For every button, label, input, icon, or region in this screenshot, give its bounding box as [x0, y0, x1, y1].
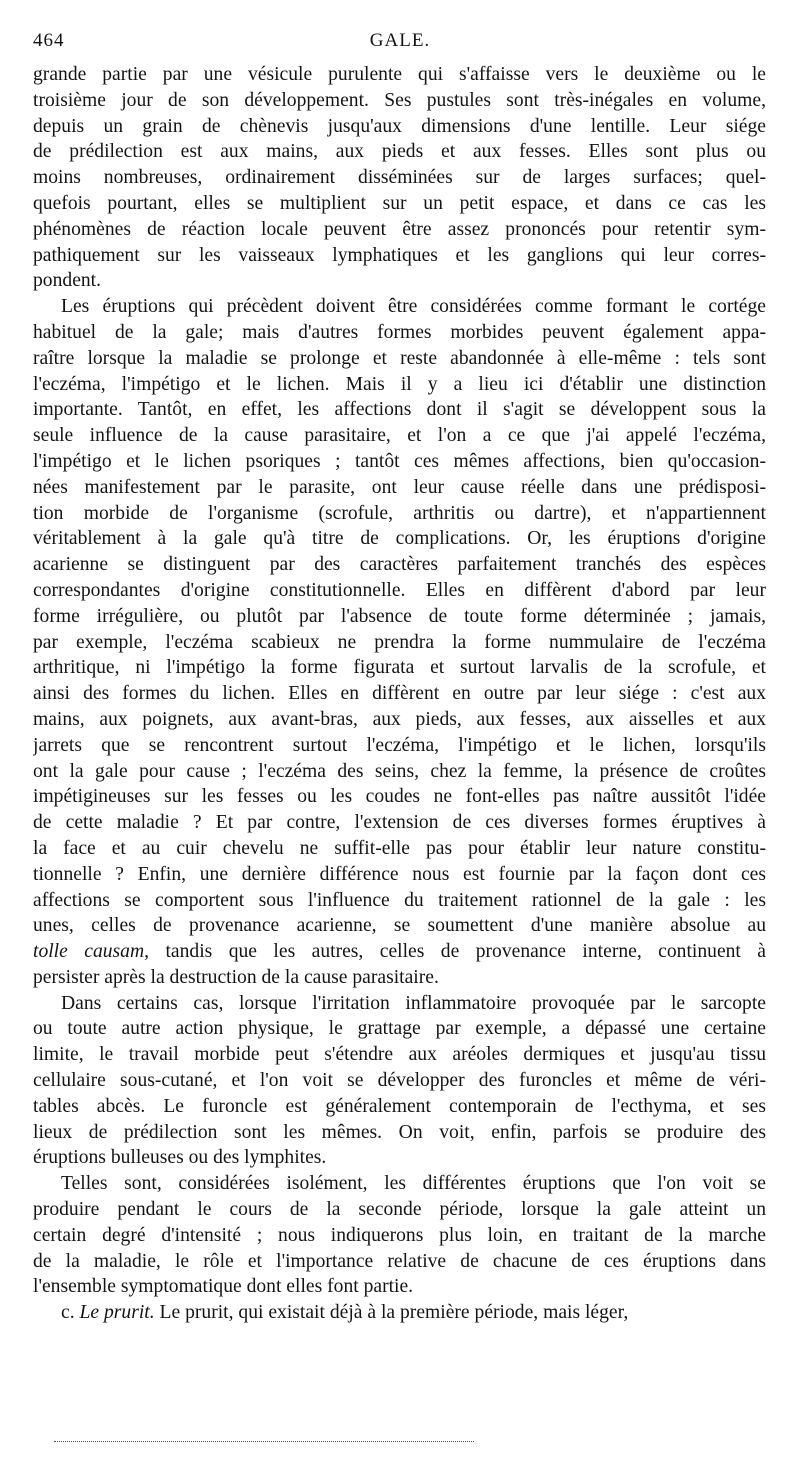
text-line: raître lorsque la maladie se prolonge et reste abandonnée à elle-même : tels sont: [33, 347, 766, 369]
text-line: troisième jour de son développement. Ses pustules sont très-inégales en volume,: [33, 89, 766, 111]
text-line: lieux de prédilection sont les mêmes. On voit, enfin, parfois se produire des: [33, 1121, 766, 1143]
text-line: habituel de la gale; mais d'autres formes morbides peuvent également appa-: [33, 321, 766, 343]
text-line: mains, aux poignets, aux avant-bras, aux pieds, aux fesses, aux aisselles et aux: [33, 708, 766, 730]
text-line: cellulaire sous-cutané, et l'on voit se développer des furoncles et même de véri-: [33, 1070, 766, 1092]
text-line: tionnelle ? Enfin, une dernière différence nous est fournie par la façon dont ces: [33, 863, 766, 885]
text-line: jarrets que se rencontrent surtout l'eczéma, l'impétigo et le lichen, lorsqu'ils: [33, 734, 766, 756]
text-line: tolle causam, tandis que les autres, celles de provenance interne, continuent à: [33, 941, 766, 963]
text-line: produire pendant le cours de la seconde période, lorsque la gale atteint un: [33, 1199, 766, 1221]
text-line: depuis un grain de chènevis jusqu'aux dimensions d'une lentille. Leur siége: [33, 115, 766, 137]
text-line: Dans certains cas, lorsque l'irritation inflammatoire provoquée par le sarcopte: [61, 992, 766, 1014]
text-line: forme irrégulière, ou plutôt par l'absence de toute forme déterminée ; jamais,: [33, 605, 766, 627]
text-line: c. Le prurit. Le prurit, qui existait déjà à la première période, mais léger,: [61, 1302, 629, 1324]
text-line: tables abcès. Le furoncle est généralement contemporain de l'ecthyma, et ses: [33, 1095, 766, 1117]
text-line: impétigineuses sur les fesses ou les coudes ne font-elles pas naître aussitôt l'idée: [33, 786, 766, 808]
text-line: importante. Tantôt, en effet, les affections dont il s'agit se développent sous la: [33, 399, 766, 421]
text-line: unes, celles de provenance acarienne, se soumettent d'une manière absolue au: [33, 915, 766, 937]
text-line: la face et au cuir chevelu ne suffit-elle pas pour établir leur nature constitu-: [33, 837, 766, 859]
text-line: ainsi des formes du lichen. Elles en diffèrent en outre par leur siége : c'est aux: [33, 683, 766, 705]
text-line: éruptions bulleuses ou des lymphites.: [33, 1147, 327, 1169]
text-line: affections se comportent sous l'influence du traitement rationnel de la gale : les: [33, 889, 766, 911]
text-line: seule influence de la cause parasitaire, et l'on a ce que j'ai appelé l'eczéma,: [33, 425, 766, 447]
text-line: quefois pourtant, elles se multiplient sur un petit espace, et dans ce cas les: [33, 192, 766, 214]
text-line: arthritique, ni l'impétigo la forme figurata et surtout larvalis de la scrofule, et: [33, 657, 766, 679]
text-line: Les éruptions qui précèdent doivent être considérées comme formant le cortége: [61, 296, 766, 318]
footer-dotted-rule: [54, 1441, 474, 1442]
text-line: Telles sont, considérées isolément, les différentes éruptions que l'on voit se: [61, 1173, 766, 1195]
text-line: ont la gale pour cause ; l'eczéma des seins, chez la femme, la présence de croûtes: [33, 760, 766, 782]
running-head: [33, 30, 767, 60]
text-line: nées manifestement par le parasite, ont leur cause réelle dans une prédisposi-: [33, 476, 766, 498]
text-line: phénomènes de réaction locale peuvent être assez prononcés pour retentir sym-: [33, 218, 766, 240]
body-text: [33, 62, 766, 1326]
text-line: par exemple, l'eczéma scabieux ne prendra la forme nummulaire de l'eczéma: [33, 631, 766, 653]
page-number: 464: [33, 30, 65, 51]
text-line: l'impétigo et le lichen psoriques ; tantôt ces mêmes affections, bien qu'occasion-: [33, 450, 766, 472]
text-line: tion morbide de l'organisme (scrofule, arthritis ou dartre), et n'appartiennent: [33, 502, 766, 524]
text-line: persister après la destruction de la cause parasitaire.: [33, 966, 439, 988]
text-line: de prédilection est aux mains, aux pieds et aux fesses. Elles sont plus ou: [33, 141, 766, 163]
text-line: grande partie par une vésicule purulente qui s'affaisse vers le deuxième ou le: [33, 64, 766, 85]
running-title: GALE.: [369, 30, 431, 51]
text-line: certain degré d'intensité ; nous indiquerons plus loin, en traitant de la marche: [33, 1224, 766, 1246]
text-line: l'eczéma, l'impétigo et le lichen. Mais il y a lieu ici d'établir une distinction: [33, 373, 766, 395]
text-line: pathiquement sur les vaisseaux lymphatiques et les ganglions qui leur corres-: [33, 244, 766, 266]
text-line: limite, le travail morbide peut s'étendre aux aréoles dermiques et jusqu'au tissu: [33, 1044, 766, 1066]
text-line: de cette maladie ? Et par contre, l'extension de ces diverses formes éruptives à: [33, 812, 766, 834]
text-line: acarienne se distinguent par des caractères parfaitement tranchés des espèces: [33, 554, 766, 576]
text-line: de la maladie, le rôle et l'importance relative de chacune de ces éruptions dans: [33, 1250, 766, 1272]
text-line: moins nombreuses, ordinairement disséminées sur de larges surfaces; quel-: [33, 167, 766, 189]
text-line: véritablement à la gale qu'à titre de complications. Or, les éruptions d'origine: [33, 528, 766, 550]
text-line: pondent.: [33, 270, 102, 292]
text-line: ou toute autre action physique, le grattage par exemple, a dépassé une certaine: [33, 1018, 766, 1040]
text-line: l'ensemble symptomatique dont elles font partie.: [33, 1276, 414, 1298]
text-line: correspondantes d'origine constitutionnelle. Elles en diffèrent d'abord par leur: [33, 579, 766, 601]
